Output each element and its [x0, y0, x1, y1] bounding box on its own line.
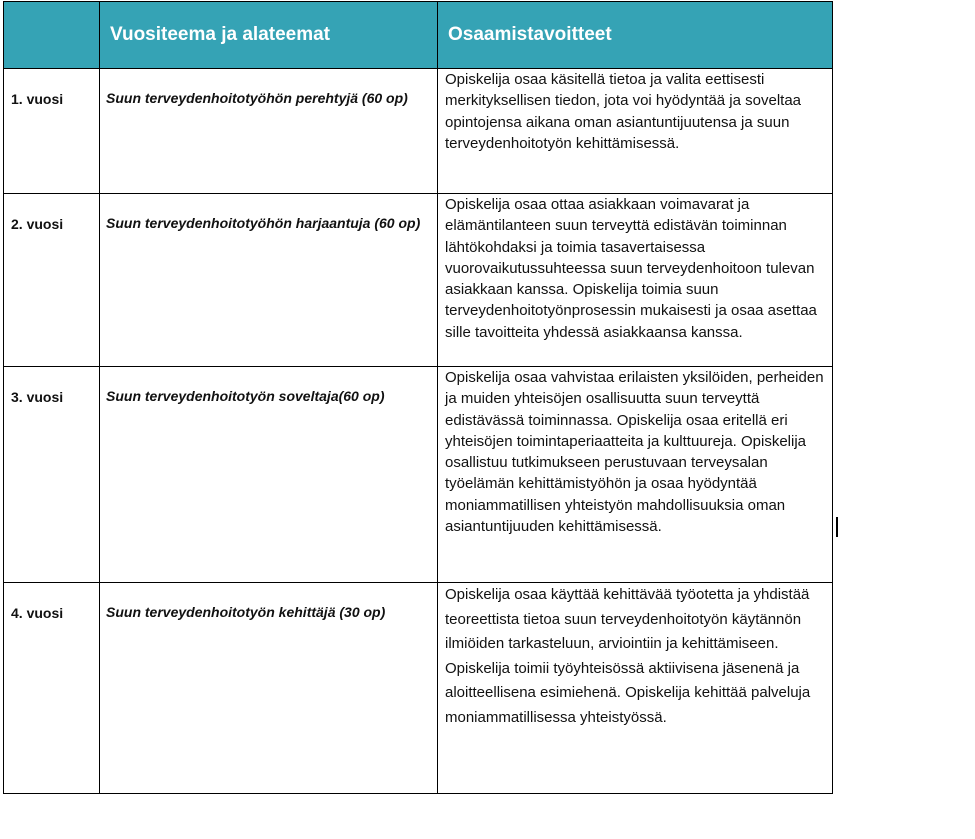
table-row — [4, 367, 833, 583]
table-row — [4, 69, 833, 194]
goals-cell[interactable]: Opiskelija osaa vahvistaa erilaisten yksilöiden, perheiden ja muiden yhteisöjen osallisuutta suun terveyttä edistävässä toiminnassa. Opiskelija osaa eritellä eri yhteisöjen toimintaperiaatteita ja kulttuureja. Opiskelija osallistuu tutkimukseen perustuvaan terveysalan työelämän kehittämistyöhön ja osaa hyödyntää moniammatillisen yhteistyön mahdollisuuksia oman asiantuntijuuden kehittämisessä. — [438, 367, 833, 583]
goals-cell[interactable]: Opiskelija osaa ottaa asiakkaan voimavarat ja elämäntilanteen suun terveyttä edistävän toiminnan lähtökohdaksi ja toimia tasavertaisessa vuorovaikutussuhteessa suun terveydenhoitoon tulevan asiakkaan kanssa. Opiskelija toimia suun terveydenhoitotyönprosessin mukaisesti ja osaa asettaa sille tavoitteita yhdessä asiakkaansa kanssa. — [438, 194, 833, 367]
year-cell[interactable]: 2. vuosi — [4, 194, 100, 367]
header-cell-theme — [100, 2, 438, 69]
header-cell-goals — [438, 2, 833, 69]
year-cell[interactable]: 4. vuosi — [4, 583, 100, 794]
header-cell-year — [4, 2, 100, 69]
header-goals-label: Osaamistavoitteet — [448, 24, 612, 45]
theme-cell[interactable]: Suun terveydenhoitotyön soveltaja(60 op) — [100, 367, 438, 583]
goals-cell[interactable]: Opiskelija osaa käyttää kehittävää työotetta ja yhdistää teoreettista tietoa suun terveydenhoitotyön käytännön ilmiöiden tarkasteluun, arviointiin ja kehittämiseen. Opiskelija toimii työyhteisössä aktiivisena jäsenenä ja aloitteellisena esimiehenä. Opiskelija kehittää palveluja moniammatillisessa yhteistyössä. — [438, 583, 833, 794]
year-cell[interactable]: 3. vuosi — [4, 367, 100, 583]
text-cursor — [836, 517, 838, 537]
curriculum-table — [3, 1, 833, 794]
table-row — [4, 583, 833, 794]
theme-cell[interactable]: Suun terveydenhoitotyöhön perehtyjä (60 op) — [100, 69, 438, 194]
table-header-row — [4, 2, 833, 69]
table-row — [4, 194, 833, 367]
goals-cell[interactable]: Opiskelija osaa käsitellä tietoa ja valita eettisesti merkityksellisen tiedon, jota voi hyödyntää ja soveltaa opintojensa aikana oman asiantuntijuutensa ja suun terveydenhoitotyön kehittämisessä. — [438, 69, 833, 194]
year-cell[interactable]: 1. vuosi — [4, 69, 100, 194]
header-theme-label: Vuositeema ja alateemat — [110, 24, 331, 45]
theme-cell[interactable]: Suun terveydenhoitotyön kehittäjä (30 op) — [100, 583, 438, 794]
theme-cell[interactable]: Suun terveydenhoitotyöhön harjaantuja (60 op) — [100, 194, 438, 367]
